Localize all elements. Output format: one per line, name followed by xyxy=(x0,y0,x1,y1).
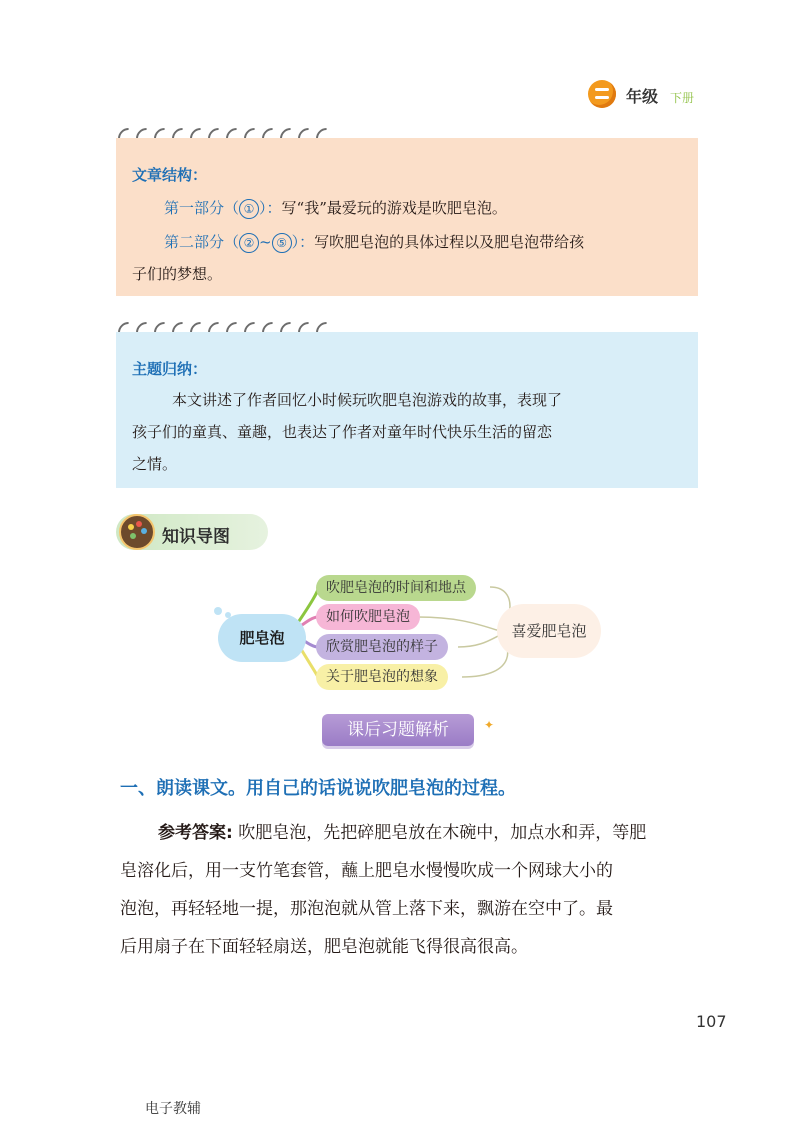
structure-part2: 第二部分（ ② ~ ⑤ ）：写吹肥皂泡的具体过程以及肥皂泡带给孩 xyxy=(164,233,585,251)
theme-line2: 孩子们的童真、童趣，也表达了作者对童年时代快乐生活的留恋 xyxy=(132,423,553,441)
grade-bar-bottom xyxy=(595,96,609,99)
knowledge-map-title: 知识导图 xyxy=(162,527,230,547)
mind-map-branch-2: 如何吹肥皂泡 xyxy=(316,604,420,630)
exercise-banner: 课后习题解析 xyxy=(322,714,474,746)
sparkle-icon: ✦ xyxy=(484,718,495,732)
grade-label: 年级 xyxy=(626,87,659,106)
answer-label: 参考答案: xyxy=(158,823,233,843)
answer-line-1: 参考答案: 吹肥皂泡，先把碎肥皂放在木碗中，加点水和弄，等肥 xyxy=(158,823,647,843)
structure-part1: 第一部分（ ① ）：写“我”最爱玩的游戏是吹肥皂泡。 xyxy=(164,199,507,217)
structure-part2-cont: 子们的梦想。 xyxy=(132,265,223,283)
mind-map-branch-4: 关于肥皂泡的想象 xyxy=(316,664,448,690)
answer-line-2: 皂溶化后，用一支竹笔套管，蘸上肥皂水慢慢吹成一个网球大小的 xyxy=(120,861,613,881)
theme-line1: 本文讲述了作者回忆小时候玩吹肥皂泡游戏的故事，表现了 xyxy=(172,391,563,409)
answer-block xyxy=(120,814,704,966)
volume-label: 下册 xyxy=(670,91,695,105)
mind-map-branch-3: 欣赏肥皂泡的样子 xyxy=(316,634,448,660)
theme-heading: 主题归纳： xyxy=(132,360,208,378)
mind-map-conclusion: 喜爱肥皂泡 xyxy=(497,604,601,658)
mind-map-center: 肥皂泡 xyxy=(218,614,306,662)
grade-bar-top xyxy=(595,88,609,91)
theme-line3: 之情。 xyxy=(132,455,178,473)
grade-badge xyxy=(588,80,616,108)
question-title: 一、朗读课文。用自己的话说说吹肥皂泡的过程。 xyxy=(120,778,516,799)
answer-line-4: 后用扇子在下面轻轻扇送，肥皂泡就能飞得很高很高。 xyxy=(120,937,528,957)
structure-heading: 文章结构： xyxy=(132,166,208,184)
footer-mark: 电子教辅 xyxy=(145,1101,201,1117)
mind-map-branch-1: 吹肥皂泡的时间和地点 xyxy=(316,575,476,601)
answer-line-3: 泡泡，再轻轻地一提，那泡泡就从管上落下来，飘游在空中了。最 xyxy=(120,899,613,919)
page-number: 107 xyxy=(696,1012,727,1031)
palette-icon xyxy=(119,514,155,550)
